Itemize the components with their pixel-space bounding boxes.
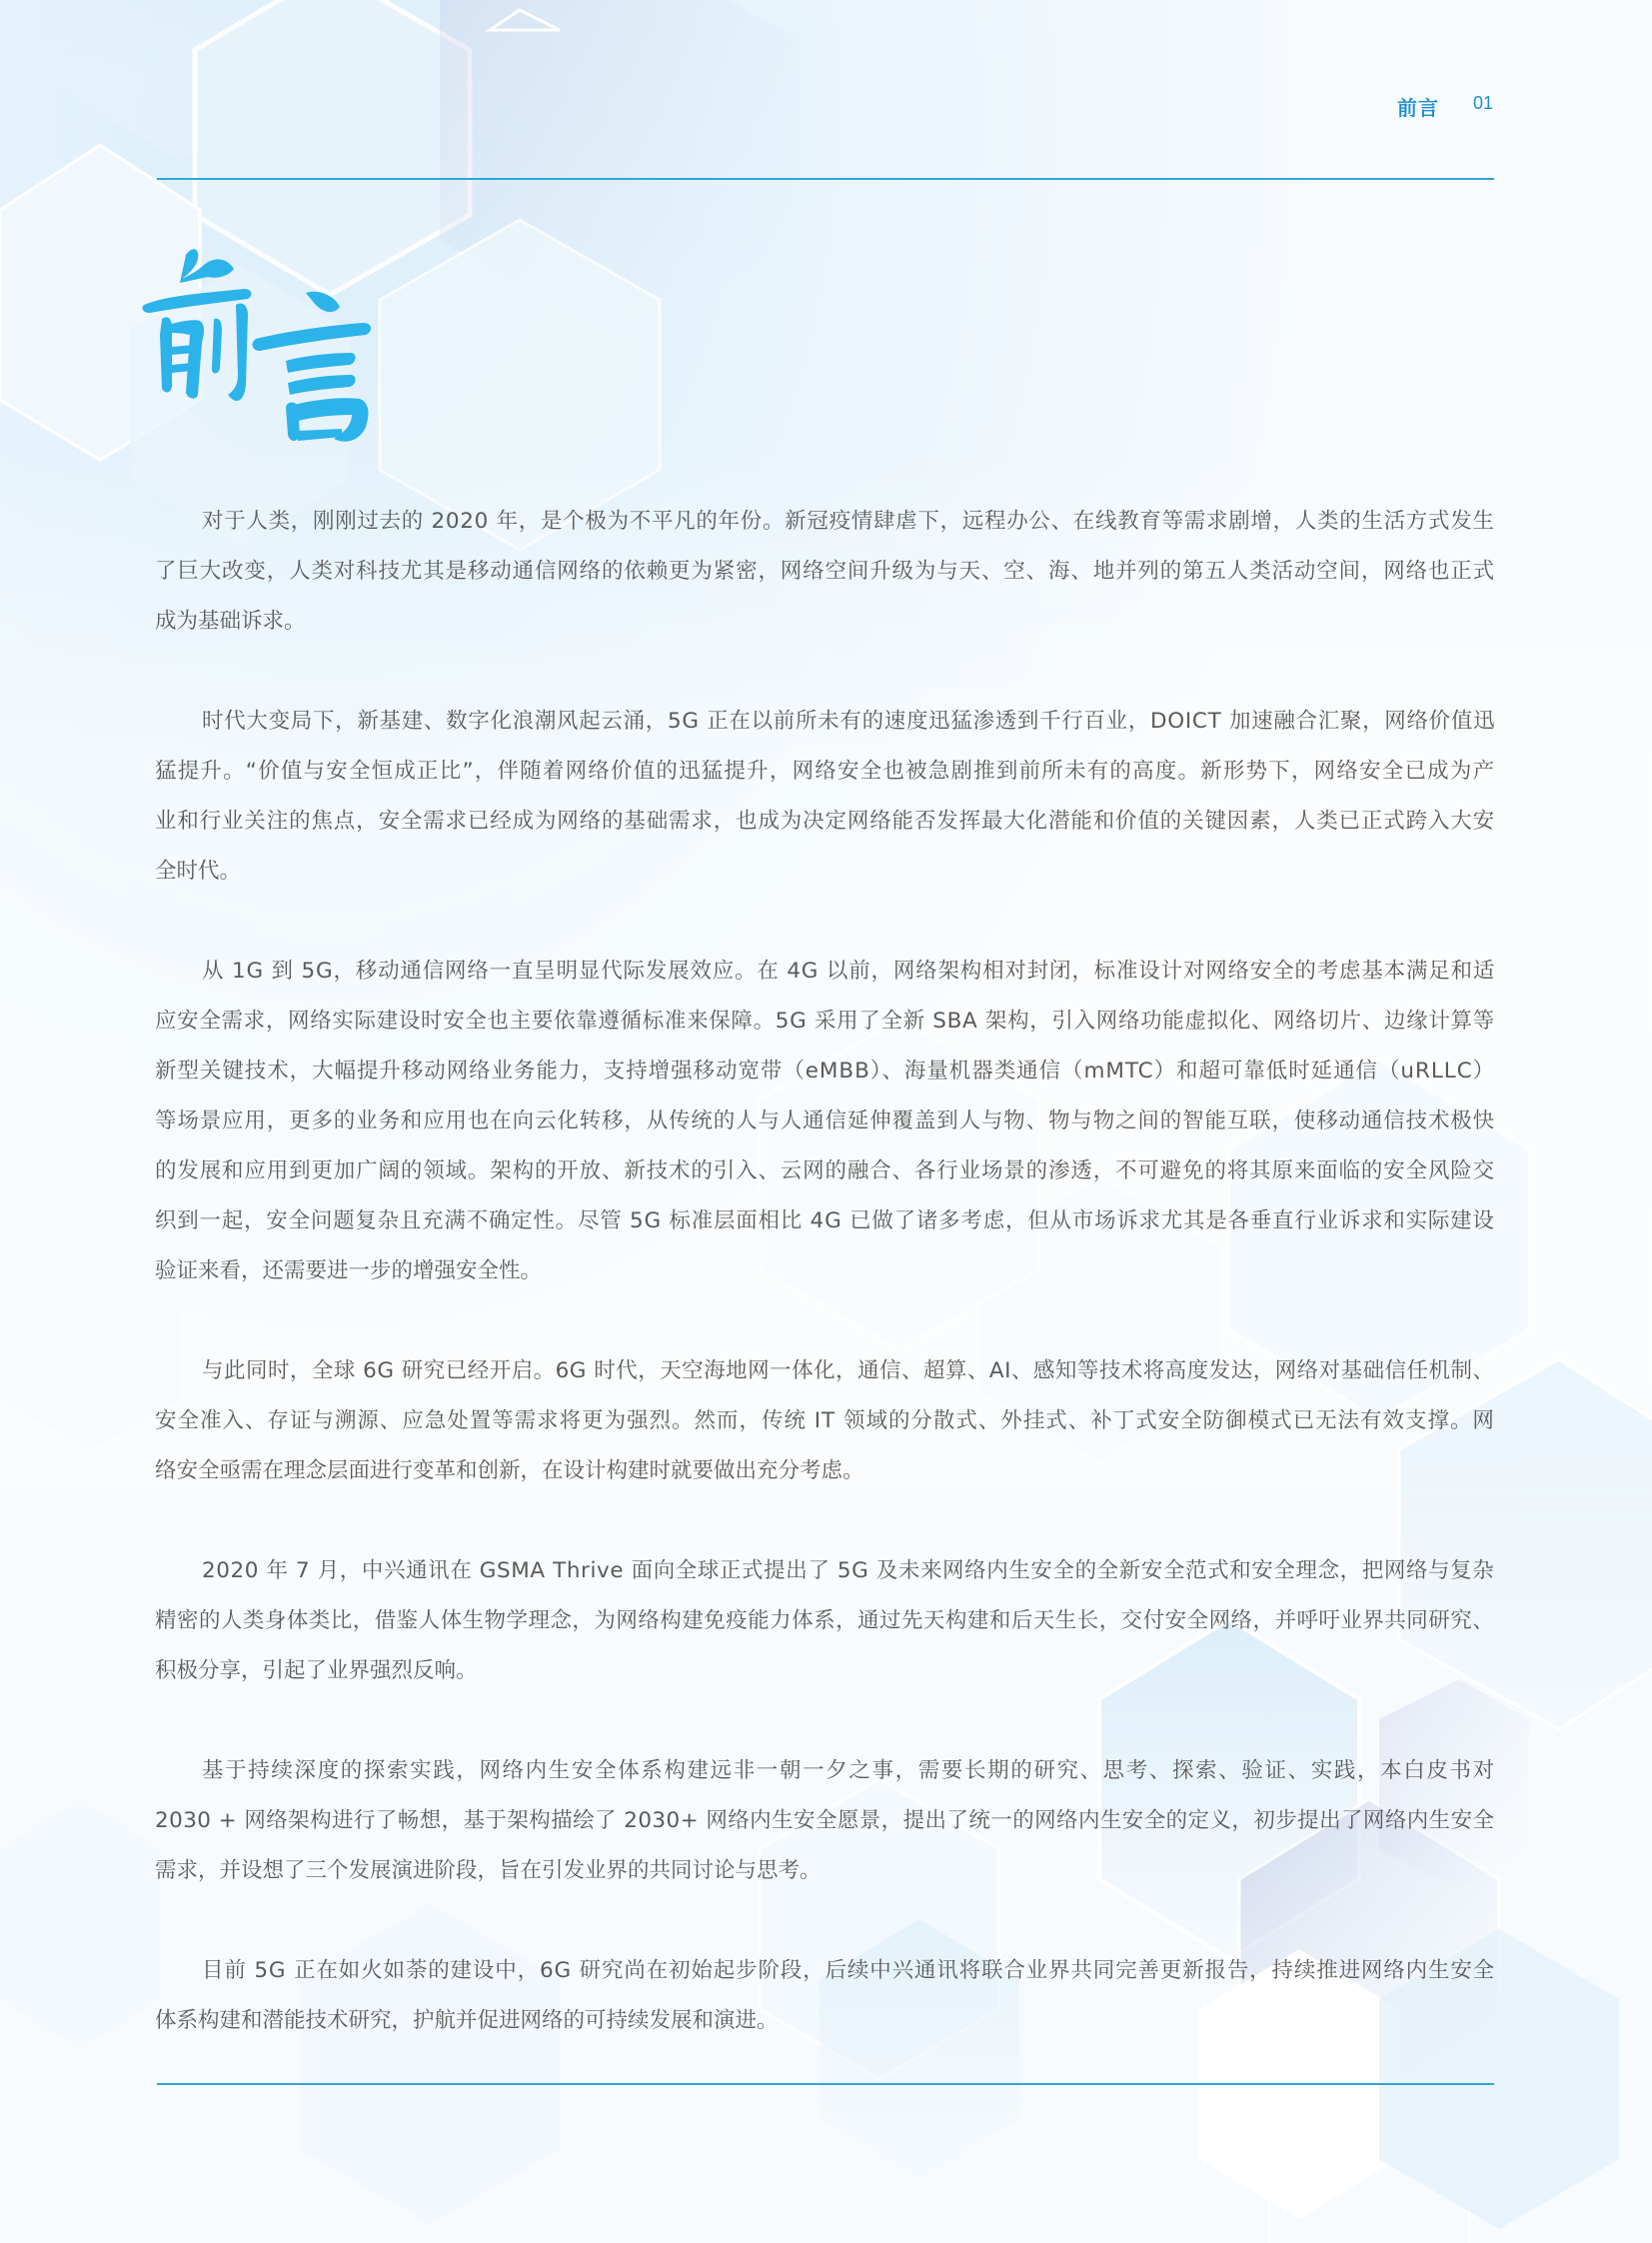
text-line: 2020 年 7 月，中兴通讯在 GSMA Thrive 面向全球正式提出了 5G 及未来网络内生安全的全新安全范式和安全理念，把网络与复杂 (202, 1558, 1495, 1583)
calligraphy-title (138, 235, 378, 445)
text-line: 应安全需求，网络实际建设时安全也主要依靠遵循标准来保障。5G 采用了全新 SBA 架构，引入网络功能虚拟化、网络切片、边缘计算等 (155, 1009, 1495, 1034)
paragraph (155, 947, 1494, 1296)
text-line: 2030 + 网络架构进行了畅想，基于架构描绘了 2030+ 网络内生安全愿景，提出了统一的网络内生安全的定义，初步提出了网络内生安全 (155, 1808, 1495, 1833)
paragraph (155, 697, 1494, 897)
text-line: 从 1G 到 5G，移动通信网络一直呈明显代际发展效应。在 4G 以前，网络架构相对封闭，标准设计对网络安全的考虑基本满足和适 (202, 959, 1496, 984)
text-line: 时代大变局下，新基建、数字化浪潮风起云涌，5G 正在以前所未有的速度迅猛渗透到千行百业，DOICT 加速融合汇聚，网络价值迅 (202, 709, 1496, 734)
text-line: 业和行业关注的焦点，安全需求已经成为网络的基础需求，也成为决定网络能否发挥最大化潜能和价值的关键因素，人类已正式跨入大安 (155, 809, 1496, 834)
text-line: 验证来看，还需要进一步的增强安全性。 (155, 1258, 543, 1283)
footer-divider (157, 2083, 1494, 2085)
text-line: 等场景应用，更多的业务和应用也在向云化转移，从传统的人与人通信延伸覆盖到人与物、物与物之间的智能互联，使移动通信技术极快 (155, 1109, 1496, 1133)
paragraph (155, 497, 1494, 647)
paragraph (155, 1946, 1494, 2046)
text-line: 络安全亟需在理念层面进行变革和创新，在设计构建时就要做出充分考虑。 (155, 1458, 864, 1483)
paragraph (155, 1346, 1494, 1496)
text-line: 与此同时，全球 6G 研究已经开启。6G 时代，天空海地网一体化，通信、超算、AI、感知等技术将高度发达，网络对基础信任机制、 (202, 1358, 1495, 1383)
text-line: 目前 5G 正在如火如荼的建设中，6G 研究尚在初始起步阶段，后续中兴通讯将联合业界共同完善更新报告，持续推进网络内生安全 (202, 1958, 1496, 1983)
text-line: 对于人类，刚刚过去的 2020 年，是个极为不平凡的年份。新冠疫情肆虐下，远程办公、在线教育等需求剧增，人类的生活方式发生 (202, 509, 1495, 534)
text-line: 需求，并设想了三个发展演进阶段，旨在引发业界的共同讨论与思考。 (155, 1858, 822, 1883)
header-divider (157, 178, 1494, 180)
text-line: 成为基础诉求。 (155, 609, 306, 634)
text-line: 基于持续深度的探索实践，网络内生安全体系构建远非一朝一夕之事，需要长期的研究、思考、探索、验证、实践，本白皮书对 (202, 1758, 1496, 1783)
text-line: 的发展和应用到更加广阔的领域。架构的开放、新技术的引入、云网的融合、各行业场景的渗透，不可避免的将其原来面临的安全风险交 (155, 1158, 1496, 1183)
paragraph (155, 1746, 1494, 1896)
text-line: 精密的人类身体类比，借鉴人体生物学理念，为网络构建免疫能力体系，通过先天构建和后天生长，交付安全网络，并呼吁业界共同研究、 (155, 1608, 1495, 1633)
text-line: 织到一起，安全问题复杂且充满不确定性。尽管 5G 标准层面相比 4G 已做了诸多考虑，但从市场诉求尤其是各垂直行业诉求和实际建设 (155, 1208, 1495, 1233)
text-line: 全时代。 (155, 859, 242, 884)
page-number: 01 (1473, 93, 1494, 113)
text-line: 安全准入、存证与溯源、应急处置等需求将更为强烈。然而，传统 IT 领域的分散式、外挂式、补丁式安全防御模式已无法有效支撑。网 (155, 1408, 1495, 1433)
text-line: 积极分享，引起了业界强烈反响。 (155, 1658, 478, 1683)
running-header-section-title: 前言 (1397, 96, 1439, 120)
text-line: 了巨大改变，人类对科技尤其是移动通信网络的依赖更为紧密，网络空间升级为与天、空、海、地并列的第五人类活动空间，网络也正式 (155, 559, 1496, 584)
paragraph (155, 1546, 1494, 1696)
text-line: 新型关键技术，大幅提升移动网络业务能力，支持增强移动宽带（eMBB）、海量机器类通信（mMTC）和超可靠低时延通信（uRLLC） (155, 1059, 1496, 1084)
text-line: 体系构建和潜能技术研究，护航并促进网络的可持续发展和演进。 (155, 2008, 779, 2033)
text-line: 猛提升。“价值与安全恒成正比”，伴随着网络价值的迅猛提升，网络安全也被急剧推到前所未有的高度。新形势下，网络安全已成为产 (155, 759, 1496, 784)
